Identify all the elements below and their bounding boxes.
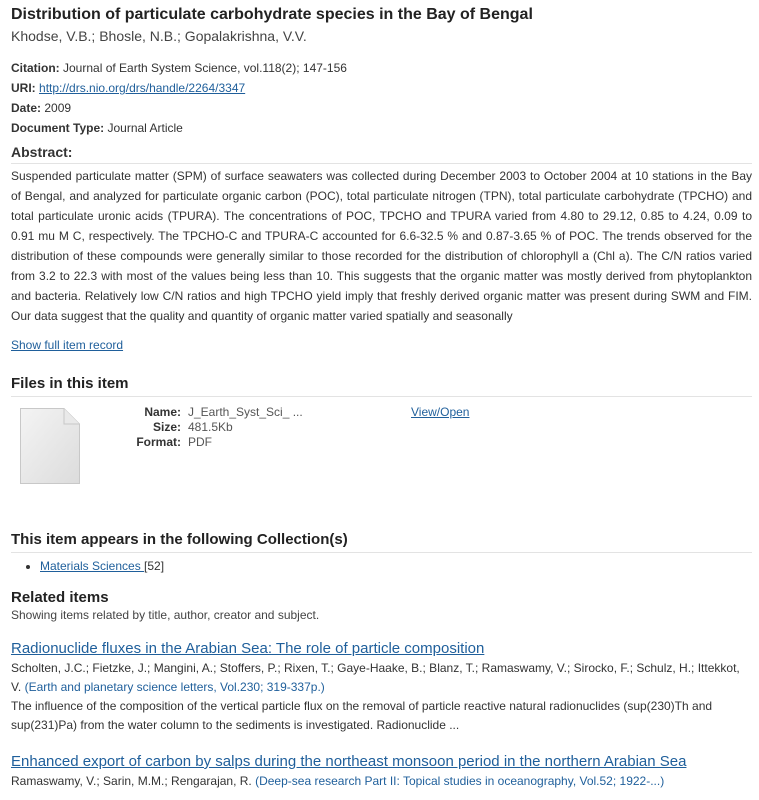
file-name-label: Name: [144, 405, 181, 419]
file-format: PDF [188, 435, 212, 449]
collections-heading: This item appears in the following Collection(s) [11, 531, 752, 553]
item-metadata [11, 58, 752, 138]
related-item-description: The influence of the composition of the vertical particle flux on the removal of particle reactive natural radionuclides (sup(230)Th and sup(231)Pa) from the water column to the sediments is investigated. Radionuclide ... [11, 699, 713, 732]
collections-list [11, 559, 752, 574]
related-item-title[interactable]: Enhanced export of carbon by salps during the northeast monsoon period in the northern Arabian Sea [11, 753, 687, 770]
citation-value: Journal of Earth System Science, vol.118(2); 147-156 [63, 61, 347, 75]
related-subheading: Showing items related by title, author, creator and subject. [11, 608, 320, 622]
doctype-value: Journal Article [107, 121, 183, 135]
item-title: Distribution of particulate carbohydrate species in the Bay of Bengal [11, 6, 533, 23]
show-full-record-link[interactable]: Show full item record [11, 338, 124, 352]
collection-link[interactable]: Materials Sciences [40, 559, 145, 573]
citation-row [11, 58, 752, 78]
files-heading: Files in this item [11, 375, 752, 397]
uri-label: URI: [11, 81, 36, 95]
related-item [11, 640, 752, 735]
file-size-label: Size: [152, 420, 181, 434]
file-size-row [121, 420, 303, 435]
date-value: 2009 [44, 101, 72, 115]
file-format-row [121, 435, 303, 450]
citation-label: Citation: [11, 61, 60, 75]
item-authors: Khodse, V.B.; Bhosle, N.B.; Gopalakrishna, V.V. [11, 28, 307, 44]
related-item-authors [11, 659, 752, 697]
doctype-row [11, 118, 752, 138]
view-open-link[interactable]: View/Open [411, 405, 470, 419]
abstract-text: Suspended particulate matter (SPM) of surface seawaters was collected during December 2003 to October 2004 at 10 stations in the Bay of Bengal, and analyzed for particulate organic carbon (POC), total particulate nitrogen (TPN), total particulate carbohydrate (TPCHO) and total particulate uronic acids (TPURA). The concentrations of POC, TPCHO and TPURA varied from 4.80 to 29.12, 0.85 to 4.24, 0.09 to 0.91 mu M C, respectively. The TPCHO-C and TPURA-C accounted for 6.6-32.5 % and 0.87-3.65 % of POC. The trends observed for the distribution of these compounds were generally similar to those recorded for the distribution of chlorophyll a (Chl a). The C/N ratios varied from 3.2 to 22.3 with most of the values being less than 10. This suggests that the organic matter was mostly derived from phytoplankton and bacteria. Relatively low C/N ratios and high TPCHO yield imply that freshly derived organic matter was present during SWM and FIM. Our data suggest that the quality and quantity of organic matter varied spatially and seasonally [11, 169, 752, 323]
abstract-heading: Abstract: [11, 144, 752, 164]
file-size: 481.5Kb [188, 420, 233, 434]
related-heading: Related items [11, 589, 109, 606]
uri-link[interactable]: http://drs.nio.org/drs/handle/2264/3347 [39, 81, 246, 95]
file-name: J_Earth_Syst_Sci_ ... [188, 405, 303, 419]
collection-count: [52] [144, 559, 165, 573]
document-icon[interactable] [20, 408, 80, 484]
file-format-label: Format: [136, 435, 181, 449]
date-row [11, 98, 752, 118]
related-item-author-list: Ramaswamy, V.; Sarin, M.M.; Rengarajan, R. [11, 774, 252, 788]
related-item-author-list: Scholten, J.C.; Fietzke, J.; Mangini, A.; Stoffers, P.; Rixen, T.; Gaye-Haake, B.; Blanz, T.; Ramaswamy, V.; Sirocko, F.; Schulz, H.; Ittekkot, V. [11, 661, 740, 694]
related-item-authors [11, 772, 752, 791]
file-row [11, 405, 752, 505]
file-name-row [121, 405, 303, 420]
file-metadata [121, 405, 303, 450]
related-item-title[interactable]: Radionuclide fluxes in the Arabian Sea: The role of particle composition [11, 640, 485, 657]
collection-item [40, 559, 752, 574]
uri-row [11, 78, 752, 98]
related-item-citation: (Deep-sea research Part II: Topical studies in oceanography, Vol.52; 1922-...) [255, 774, 665, 788]
doctype-label: Document Type: [11, 121, 105, 135]
related-item-citation: (Earth and planetary science letters, Vol.230; 319-337p.) [24, 680, 325, 694]
date-label: Date: [11, 101, 42, 115]
related-item [11, 753, 752, 791]
